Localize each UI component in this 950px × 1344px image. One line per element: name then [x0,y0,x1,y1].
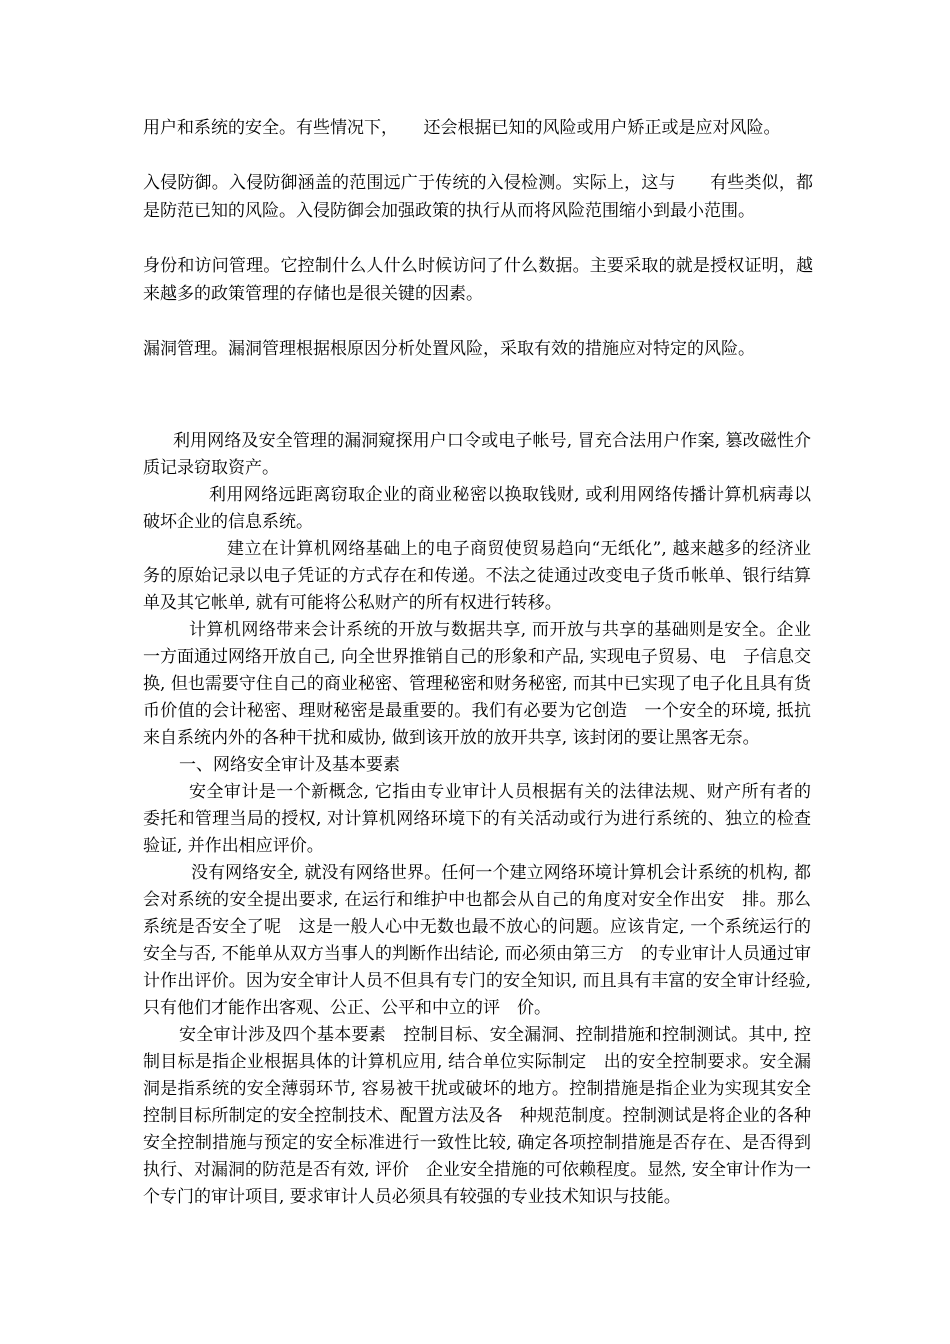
top-text-section [143,114,813,390]
paragraph-network-security-evaluation: 没有网络安全, 就没有网络世界。任何一个建立网络环境计算机会计系统的机构, 都会对系统的安全提出要求, 在运行和维护中也都会从自己的角度对安全作出安 排。那么系统是否安全了呢 这是一般人心中无数也最不放心的问题。应该肯定, 一个系统运行的安全与否, 不能单从双方当事人的判断作出结论, 而必须由第三方 的专业审计人员通过审计作出评价。因为安全审计人员不但具有专门的安全知识, 而且具有丰富的安全审计经验, 只有他们才能作出客观、公正、公平和中立的评 价。 [143,863,811,1018]
paragraph-network-loophole-theft: 利用网络及安全管理的漏洞窥探用户口令或电子帐号, 冒充合法用户作案, 篡改磁性介质记录窃取资产。 [143,431,811,478]
paragraph-vulnerability-management: 漏洞管理。漏洞管理根据根原因分析处置风险，采取有效的措施应对特定的风险。 [143,339,755,359]
paragraph-user-system-security: 用户和系统的安全。有些情况下， 还会根据已知的风险或用户矫正或是应对风险。 [143,118,781,138]
paragraph-open-sharing-security: 计算机网络带来会计系统的开放与数据共享, 而开放与共享的基础则是安全。企业一方面通过网络开放自己, 向全世界推销自己的形象和产品, 实现电子贸易、电 子信息交换, 但也需要守住自己的商业秘密、管理秘密和财务秘密, 而其中已实现了电子化且具有货币价值的会计秘密、理财秘密是最重要的。我们有必要为它创造 一个安全的环境, 抵抗来自系统内外的各种干扰和威协, 做到该开放的放开共享, 该封闭的要让黑客无奈。 [143,620,811,748]
paragraph-identity-access-management: 身份和访问管理。它控制什么人什么时候访问了什么数据。主要采取的就是授权证明，越来越多的政策管理的存储也是很关键的因素。 [143,256,813,304]
paragraph-remote-secret-theft: 利用网络远距离窃取企业的商业秘密以换取钱财, 或利用网络传播计算机病毒以破坏企业的信息系统。 [143,485,811,532]
section-heading-security-audit: 一、网络安全审计及基本要素 [179,755,400,775]
body-text-section [143,428,811,1211]
paragraph-security-audit-concept: 安全审计是一个新概念, 它指由专业审计人员根据有关的法律法规、财产所有者的委托和管理当局的授权, 对计算机网络环境下的有关活动或行为进行系统的、独立的检查验证, 并作出相应评价。 [143,782,811,856]
paragraph-four-audit-elements: 安全审计涉及四个基本要素 控制目标、安全漏洞、控制措施和控制测试。其中, 控制目标是指企业根据具体的计算机应用, 结合单位实际制定 出的安全控制要求。安全漏洞是指系统的安全薄弱环节, 容易被干扰或破坏的地方。控制措施是指企业为实现其安全控制目标所制定的安全控制技术、配置方法及各 种规范制度。控制测试是将企业的各种安全控制措施与预定的安全标准进行一致性比较, 确定各项控制措施是否存在、是否得到执行、对漏洞的防范是否有效, 评价 企业安全措施的可依赖程度。显然, 安全审计作为一个专门的审计项目, 要求审计人员必须具有较强的专业技术知识与技能。 [143,1025,811,1207]
paragraph-intrusion-prevention: 入侵防御。入侵防御涵盖的范围远广于传统的入侵检测。实际上，这与 有些类似，都是防范已知的风险。入侵防御会加强政策的执行从而将风险范围缩小到最小范围。 [143,173,813,221]
paragraph-paperless-commerce: 建立在计算机网络基础上的电子商贸使贸易趋向“无纸化”, 越来越多的经济业务的原始记录以电子凭证的方式存在和传递。不法之徒通过改变电子货币帐单、银行结算单及其它帐单, 就有可能将公私财产的所有权进行转移。 [143,539,811,613]
